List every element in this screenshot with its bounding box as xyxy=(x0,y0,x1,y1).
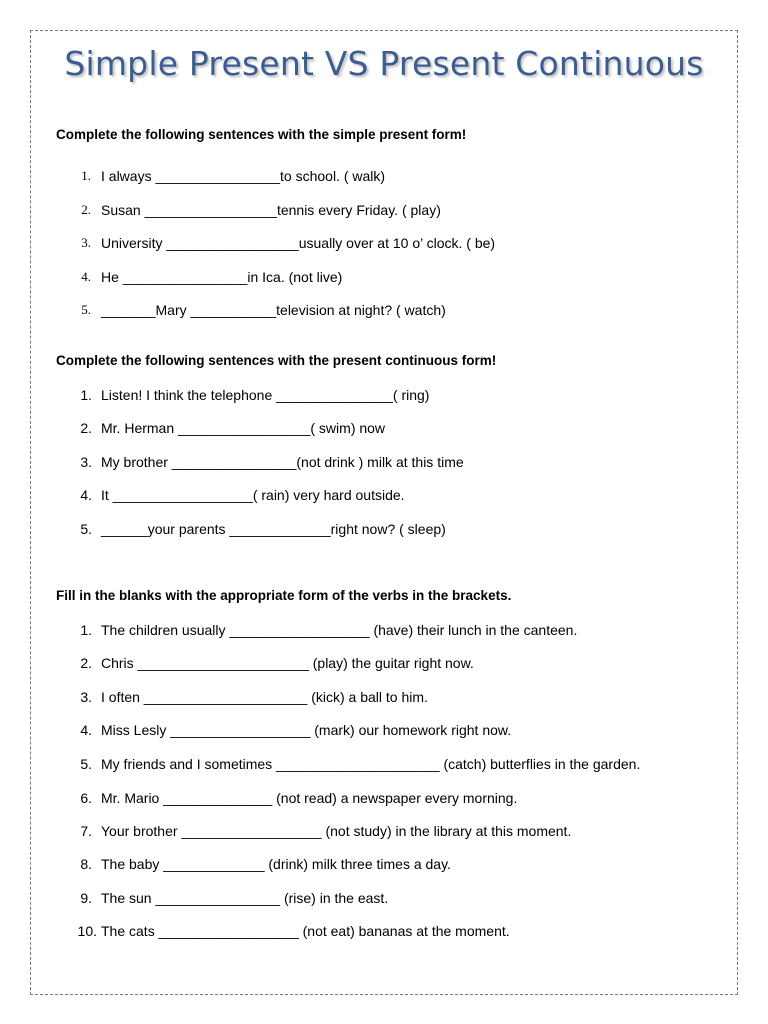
item-number: 3. xyxy=(80,454,92,470)
item-text: University _________________usually over at 10 o’ clock. ( be) xyxy=(101,235,496,251)
item-text: Chris ______________________ (play) the guitar right now. xyxy=(101,655,474,671)
item-number: 8. xyxy=(80,856,92,872)
item-number: 4. xyxy=(80,487,92,503)
item-number: 2. xyxy=(80,655,92,671)
item-text: Your brother __________________ (not study) in the library at this moment. xyxy=(101,823,572,839)
item-number: 4. xyxy=(81,269,91,284)
item-number: 2. xyxy=(81,202,91,217)
item-number: 5. xyxy=(80,756,92,772)
item-number: 9. xyxy=(80,890,92,906)
item-number: 6. xyxy=(80,790,92,806)
item-number: 1. xyxy=(80,387,92,403)
item-number: 3. xyxy=(80,689,92,705)
item-number: 5. xyxy=(80,521,92,537)
item-text: I always ________________to school. ( walk) xyxy=(101,168,386,184)
section1-heading: Complete the following sentences with the simple present form! xyxy=(56,127,467,142)
item-text: ______your parents _____________right now? ( sleep) xyxy=(101,521,446,537)
item-text: _______Mary ___________television at night? ( watch) xyxy=(101,302,446,318)
item-text: The sun ________________ (rise) in the east. xyxy=(101,890,389,906)
item-text: Mr. Mario ______________ (not read) a newspaper every morning. xyxy=(101,790,518,806)
item-text: The children usually __________________ (have) their lunch in the canteen. xyxy=(101,622,578,638)
item-text: The baby _____________ (drink) milk three times a day. xyxy=(101,856,451,872)
item-number: 2. xyxy=(80,420,92,436)
item-text: My friends and I sometimes _____________________ (catch) butterflies in the garden. xyxy=(101,756,641,772)
worksheet-title: Simple Present VS Present Continuous xyxy=(64,44,704,83)
item-number: 10. xyxy=(77,923,97,939)
item-text: Listen! I think the telephone _______________( ring) xyxy=(101,387,430,403)
item-text: Susan _________________tennis every Friday. ( play) xyxy=(101,202,441,218)
item-number: 4. xyxy=(80,722,92,738)
item-text: I often _____________________ (kick) a ball to him. xyxy=(101,689,428,705)
section3-heading: Fill in the blanks with the appropriate form of the verbs in the brackets. xyxy=(56,588,512,603)
item-text: He ________________in Ica. (not live) xyxy=(101,269,343,285)
item-text: Miss Lesly __________________ (mark) our homework right now. xyxy=(101,722,512,738)
item-number: 3. xyxy=(81,235,91,250)
item-text: My brother ________________(not drink ) milk at this time xyxy=(101,454,464,470)
item-number: 5. xyxy=(81,302,91,317)
item-text: The cats __________________ (not eat) bananas at the moment. xyxy=(101,923,510,939)
section2-heading: Complete the following sentences with the present continuous form! xyxy=(56,353,497,368)
item-text: Mr. Herman _________________( swim) now xyxy=(101,420,386,436)
item-text: It __________________( rain) very hard outside. xyxy=(101,487,405,503)
item-number: 1. xyxy=(81,168,91,183)
item-number: 1. xyxy=(80,622,92,638)
item-number: 7. xyxy=(80,823,92,839)
